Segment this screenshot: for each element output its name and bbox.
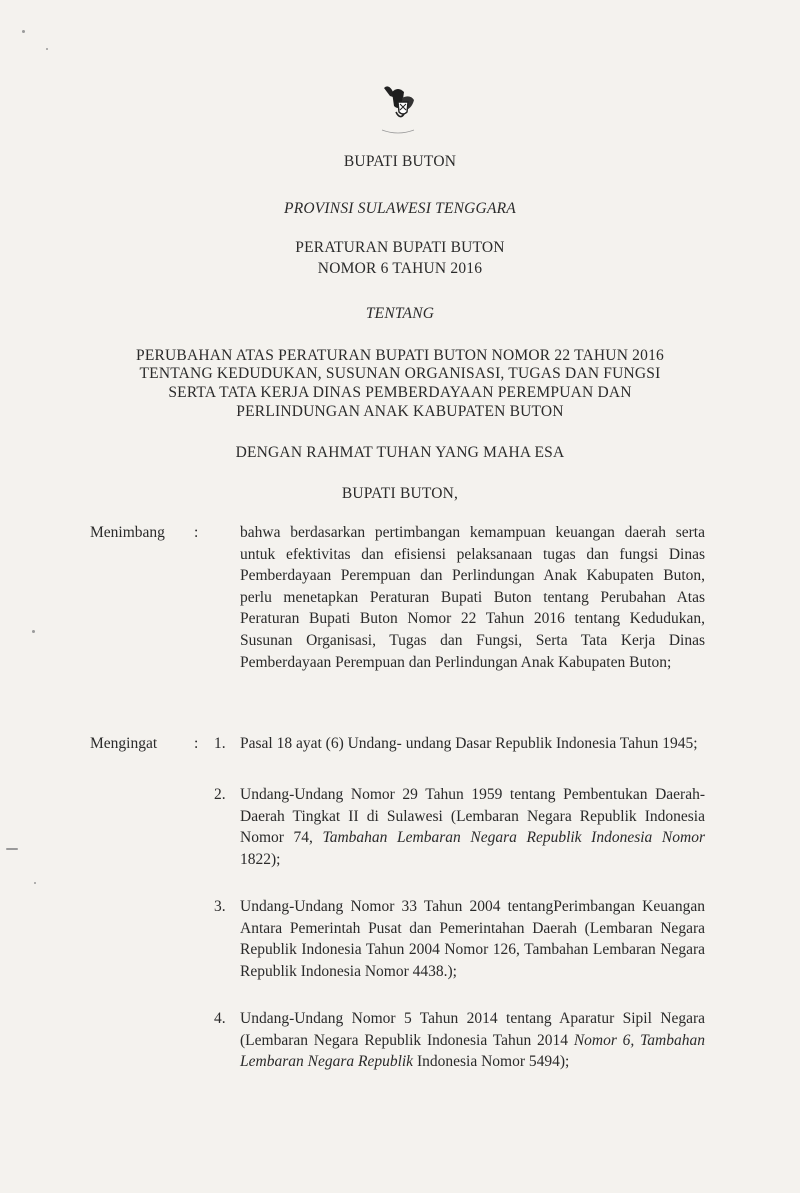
mengingat-item-number: 4. xyxy=(214,1010,226,1027)
preamble-bupati: BUPATI BUTON, xyxy=(341,485,459,502)
item-text-plain: Indonesia Nomor 5494); xyxy=(413,1053,570,1071)
mengingat-label: Mengingat xyxy=(90,735,158,752)
title-line-3: SERTA TATA KERJA DINAS PEMBERDAYAAN PEREMPUAN DAN xyxy=(168,384,632,401)
scan-speck xyxy=(46,48,48,50)
scan-speck xyxy=(32,630,35,633)
mengingat-item-number: 3. xyxy=(214,898,226,915)
title-line-1: PERUBAHAN ATAS PERATURAN BUPATI BUTON NOMOR 22 TAHUN 2016 xyxy=(136,347,664,364)
mengingat-item-text: Pasal 18 ayat (6) Undang- undang Dasar Republik Indonesia Tahun 1945; xyxy=(240,735,698,752)
title-line-4: PERLINDUNGAN ANAK KABUPATEN BUTON xyxy=(236,403,564,420)
header-nomor: NOMOR 6 TAHUN 2016 xyxy=(317,260,483,277)
garuda-emblem-icon xyxy=(374,80,422,140)
header-provinsi: PROVINSI SULAWESI TENGGARA xyxy=(284,200,516,217)
item-text-plain: Undang-Undang Nomor 5 Tahun 2014 tentang Aparatur Sipil Negara (Lembaran Negara Republik Indonesia Tahun 2014 xyxy=(240,1010,705,1049)
mengingat-item-text xyxy=(240,1008,705,1073)
scan-speck xyxy=(6,848,18,850)
mengingat-item-number: 2. xyxy=(214,786,226,803)
menimbang-label: Menimbang xyxy=(90,524,165,541)
item-text-plain: Undang-Undang Nomor 29 Tahun 1959 tentang Pembentukan Daerah-Daerah Tingkat II di Sulawesi (Lembaran Negara Republik Indonesia Nomor 74, xyxy=(240,786,705,847)
item-text-italic: Nomor 6, Tambahan Lembaran Negara Republik xyxy=(240,1031,705,1071)
header-tentang: TENTANG xyxy=(365,305,435,322)
header-bupati: BUPATI BUTON xyxy=(343,153,457,170)
item-text-plain: 1822); xyxy=(240,850,281,868)
mengingat-item-number: 1. xyxy=(214,735,226,752)
menimbang-text: bahwa berdasarkan pertimbangan kemampuan keuangan daerah serta untuk efektivitas dan efisiensi pelaksanaan tugas dan fungsi Dinas Pemberdayaan Perempuan dan Perlindungan Anak Kabupaten Buton, perlu menetapkan Peraturan Bupati Buton tentang Perubahan Atas Peraturan Bupati Buton Nomor 22 Tahun 2016 tentang Kedudukan, Susunan Organisasi, Tugas dan Fungsi, Serta Tata Kerja Dinas Pemberdayaan Perempuan dan Perlindungan Anak Kabupaten Buton; xyxy=(240,524,705,671)
item-text-italic: Tambahan Lembaran Negara Republik Indonesia Nomor xyxy=(322,829,705,847)
scan-speck xyxy=(34,882,36,884)
header-peraturan: PERATURAN BUPATI BUTON xyxy=(295,239,505,256)
mengingat-item-text: Undang-Undang Nomor 33 Tahun 2004 tentangPerimbangan Keuangan Antara Pemerintah Pusat dan Pemerintahan Daerah (Lembaran Negara Republik Indonesia Tahun 2004 Nomor 126, Tambahan Lembaran Negara Republik Indonesia Nomor 4438.); xyxy=(240,898,705,980)
mengingat-colon: : xyxy=(194,735,199,752)
preamble-rahmat: DENGAN RAHMAT TUHAN YANG MAHA ESA xyxy=(235,444,565,461)
mengingat-item-text xyxy=(240,784,705,870)
title-line-2: TENTANG KEDUDUKAN, SUSUNAN ORGANISASI, TUGAS DAN FUNGSI xyxy=(139,365,661,382)
scan-speck xyxy=(22,30,25,33)
menimbang-colon: : xyxy=(194,524,199,541)
